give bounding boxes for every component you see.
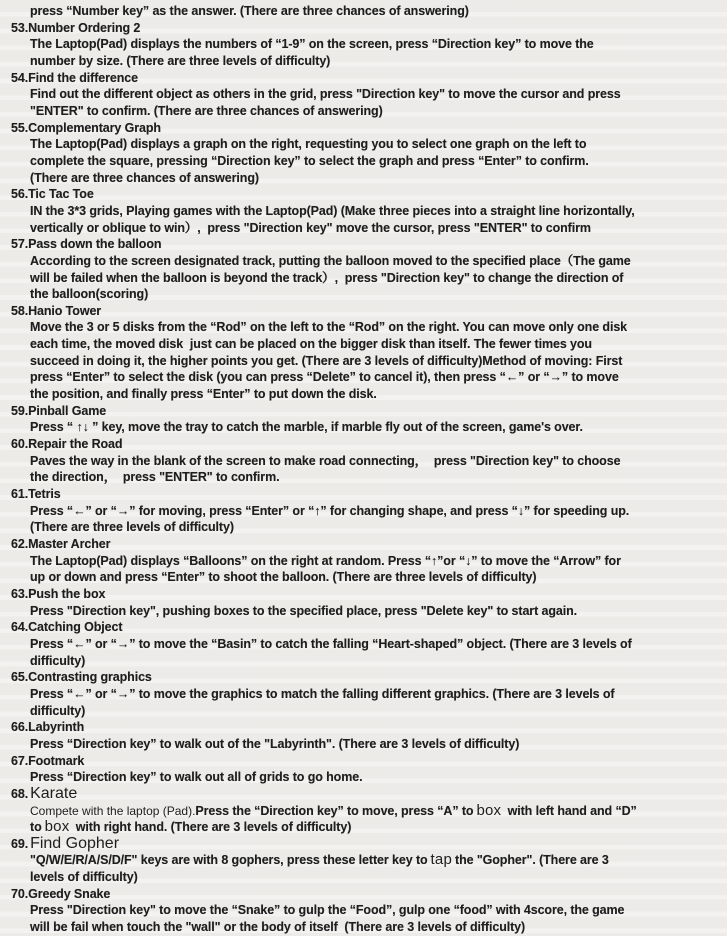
instruction-line bbox=[0, 653, 727, 670]
instruction-text: IN the 3*3 grids, Playing games with the Laptop(Pad) (Make three pieces into a straight line horizontally, bbox=[30, 203, 635, 218]
game-number: 60. bbox=[11, 437, 29, 452]
instruction-line bbox=[0, 419, 727, 436]
game-number: 64. bbox=[11, 620, 29, 635]
game-title-line bbox=[0, 753, 727, 770]
instruction-text: "Q/W/E/R/A/S/D/F" keys are with 8 gophers, press these letter key to bbox=[30, 853, 428, 868]
instruction-text: Press “Direction key” to walk out all of grids to go home. bbox=[30, 770, 363, 785]
instruction-line bbox=[0, 386, 727, 403]
game-number: 53. bbox=[11, 20, 29, 35]
game-title: Pass down the balloon bbox=[28, 237, 162, 252]
instruction-text: According to the screen designated track, putting the balloon moved to the specified place（The game bbox=[30, 253, 631, 268]
instruction-text: up or down and press “Enter” to shoot the balloon. (There are three levels of difficulty) bbox=[30, 570, 537, 585]
instruction-text: the "Gopher". (There are 3 bbox=[455, 853, 609, 868]
game-title-line bbox=[0, 836, 727, 853]
instruction-text: press “Enter” to select the disk (you can press “Delete” to cancel it), then press “←” or “→” to move bbox=[30, 370, 619, 385]
game-number: 59. bbox=[11, 403, 29, 418]
instruction-text: vertically or oblique to win）, press "Direction key" move the cursor, press "ENTER" to confirm bbox=[30, 220, 591, 235]
instruction-line bbox=[0, 736, 727, 753]
instruction-text: to bbox=[30, 820, 42, 835]
instruction-text: Press “ ↑↓ ” key, move the tray to catch the marble, if marble fly out of the screen, game's over. bbox=[30, 420, 583, 435]
game-title-line bbox=[0, 719, 727, 736]
instruction-line bbox=[0, 769, 727, 786]
instruction-text: (There are three levels of difficulty) bbox=[30, 520, 234, 535]
game-title: Tetris bbox=[28, 487, 61, 502]
instruction-line bbox=[0, 3, 727, 20]
game-number: 67. bbox=[11, 753, 29, 768]
instruction-text: Compete with the laptop (Pad). bbox=[30, 803, 196, 818]
instruction-line bbox=[0, 369, 727, 386]
instruction-line bbox=[0, 519, 727, 536]
instruction-line bbox=[0, 220, 727, 237]
game-title-line bbox=[0, 70, 727, 87]
game-number: 63. bbox=[11, 586, 29, 601]
game-number: 54. bbox=[11, 70, 29, 85]
game-title: Tic Tac Toe bbox=[28, 187, 94, 202]
instruction-line bbox=[0, 86, 727, 103]
instruction-text: will be fail when touch the "wall" or the body of itself (There are 3 levels of difficulty) bbox=[30, 920, 526, 935]
instruction-text: The Laptop(Pad) displays a graph on the right, requesting you to select one graph on the left to bbox=[30, 137, 587, 152]
game-title: Find the difference bbox=[28, 70, 138, 85]
instruction-text: difficulty) bbox=[30, 703, 86, 718]
instruction-line bbox=[0, 453, 727, 470]
instruction-line bbox=[0, 569, 727, 586]
game-number: 58. bbox=[11, 303, 29, 318]
game-number: 69. bbox=[11, 836, 29, 851]
game-title-line bbox=[0, 186, 727, 203]
instruction-line bbox=[0, 919, 727, 936]
game-title: Labyrinth bbox=[28, 720, 85, 735]
game-title-line bbox=[0, 486, 727, 503]
instruction-line bbox=[0, 336, 727, 353]
game-title-line bbox=[0, 403, 727, 420]
game-title: Repair the Road bbox=[28, 437, 123, 452]
instruction-text: with right hand. (There are 3 levels of difficulty) bbox=[72, 820, 352, 835]
instruction-text: the balloon(scoring) bbox=[30, 287, 149, 302]
game-title-line bbox=[0, 669, 727, 686]
instruction-line bbox=[0, 686, 727, 703]
instruction-line bbox=[0, 553, 727, 570]
instruction-text: box bbox=[476, 801, 502, 819]
game-title: Hanio Tower bbox=[28, 303, 102, 318]
instruction-text: number by size. (There are three levels of difficulty) bbox=[30, 53, 331, 68]
game-title: Footmark bbox=[28, 753, 85, 768]
game-number: 57. bbox=[11, 237, 29, 252]
instruction-line bbox=[0, 869, 727, 886]
instruction-text: Press “Direction key” to walk out of the "Labyrinth". (There are 3 levels of difficulty) bbox=[30, 736, 520, 751]
instruction-text: The Laptop(Pad) displays the numbers of “1-9” on the screen, press “Direction key” to move the bbox=[30, 37, 594, 52]
instruction-line bbox=[0, 270, 727, 287]
instruction-line bbox=[0, 503, 727, 520]
game-number: 68. bbox=[11, 786, 29, 801]
instruction-text: press “Number key” as the answer. (There are three chances of answering) bbox=[30, 4, 469, 18]
game-title: Pinball Game bbox=[28, 403, 107, 418]
game-title: Greedy Snake bbox=[28, 886, 111, 901]
game-title: Catching Object bbox=[28, 620, 123, 635]
instruction-text: will be failed when the balloon is beyond the track）, press "Direction key" to change the direction of bbox=[30, 270, 624, 285]
game-title: Master Archer bbox=[28, 537, 111, 551]
instruction-text: levels of difficulty) bbox=[30, 870, 138, 885]
instruction-text: tap bbox=[430, 851, 452, 869]
instruction-line bbox=[0, 819, 727, 836]
game-title-line bbox=[0, 436, 727, 453]
game-title: Push the box bbox=[28, 586, 106, 601]
instruction-text: with left hand and “D” bbox=[504, 803, 637, 818]
instruction-text: complete the square, pressing “Direction key” to select the graph and press “Enter” to confirm. bbox=[30, 153, 589, 168]
game-title-line bbox=[0, 303, 727, 320]
game-title-line bbox=[0, 536, 727, 553]
game-title-line bbox=[0, 619, 727, 636]
game-title: Karate bbox=[30, 784, 78, 802]
game-number: 62. bbox=[11, 537, 29, 551]
game-title-line bbox=[0, 20, 727, 37]
game-title-line bbox=[0, 586, 727, 603]
instruction-text: "ENTER" to confirm. (There are three chances of answering) bbox=[30, 103, 383, 118]
instruction-text: Find out the different object as others in the grid, press "Direction key" to move the cursor and press bbox=[30, 87, 621, 102]
game-number: 65. bbox=[11, 670, 29, 685]
instruction-line bbox=[0, 852, 727, 869]
instruction-text: Press “←” or “→” to move the graphics to match the falling different graphics. (There are 3 levels of bbox=[30, 686, 615, 701]
game-title-line bbox=[0, 886, 727, 903]
game-title-line bbox=[0, 120, 727, 137]
instruction-text: succeed in doing it, the higher points you get. (There are 3 levels of difficulty)Method of moving: First bbox=[30, 353, 623, 368]
instruction-line bbox=[0, 170, 727, 187]
game-title-line bbox=[0, 786, 727, 803]
instruction-line bbox=[0, 319, 727, 336]
instruction-text: difficulty) bbox=[30, 653, 86, 668]
instruction-line bbox=[0, 253, 727, 270]
instruction-line bbox=[0, 636, 727, 653]
instruction-line bbox=[0, 153, 727, 170]
instruction-line bbox=[0, 53, 727, 70]
instruction-text: Press "Direction key" to move the “Snake” to gulp the “Food”, gulp one “food” with 4score, the game bbox=[30, 903, 625, 918]
instruction-text: Press “←” or “→” for moving, press “Enter” or “↑” for changing shape, and press “↓” for speeding up. bbox=[30, 503, 630, 518]
game-title: Complementary Graph bbox=[28, 120, 161, 135]
instruction-text: Paves the way in the blank of the screen to make road connecting， press "Direction key" to choose bbox=[30, 453, 621, 468]
instruction-text: each time, the moved disk just can be placed on the bigger disk than itself. The fewer times you bbox=[30, 337, 592, 352]
instruction-line bbox=[0, 469, 727, 486]
game-number: 55. bbox=[11, 120, 29, 135]
game-number: 56. bbox=[11, 187, 29, 202]
game-number: 70. bbox=[11, 886, 29, 901]
manual-lines bbox=[0, 3, 727, 936]
instruction-line bbox=[0, 603, 727, 620]
instruction-line bbox=[0, 286, 727, 303]
instruction-line bbox=[0, 203, 727, 220]
game-title-line bbox=[0, 236, 727, 253]
instruction-text: box bbox=[44, 818, 70, 836]
game-title: Number Ordering 2 bbox=[28, 20, 141, 35]
instruction-text: The Laptop(Pad) displays “Balloons” on the right at random. Press “↑”or “↓” to move the “Arrow” for bbox=[30, 553, 621, 568]
instruction-line bbox=[0, 136, 727, 153]
instruction-line bbox=[0, 703, 727, 720]
instruction-text: Press the “Direction key” to move, press “A” to bbox=[195, 803, 474, 818]
instruction-line bbox=[0, 36, 727, 53]
instruction-line bbox=[0, 353, 727, 370]
game-number: 61. bbox=[11, 487, 29, 502]
game-number: 66. bbox=[11, 720, 29, 735]
instruction-text: Move the 3 or 5 disks from the “Rod” on the left to the “Rod” on the right. You can move only one disk bbox=[30, 320, 628, 335]
instruction-line bbox=[0, 803, 727, 820]
instruction-text: Press “←” or “→” to move the “Basin” to catch the falling “Heart-shaped” object. (There are 3 levels of bbox=[30, 636, 632, 651]
game-title: Contrasting graphics bbox=[28, 670, 152, 685]
instruction-text: Press "Direction key", pushing boxes to the specified place, press "Delete key" to start again. bbox=[30, 603, 578, 618]
instruction-line bbox=[0, 103, 727, 120]
instruction-text: the direction， press "ENTER" to confirm. bbox=[30, 470, 280, 485]
instruction-text: the position, and finally press “Enter” to put down the disk. bbox=[30, 387, 377, 402]
game-title: Find Gopher bbox=[30, 834, 120, 852]
instruction-line bbox=[0, 902, 727, 919]
instruction-text: (There are three chances of answering) bbox=[30, 170, 259, 185]
